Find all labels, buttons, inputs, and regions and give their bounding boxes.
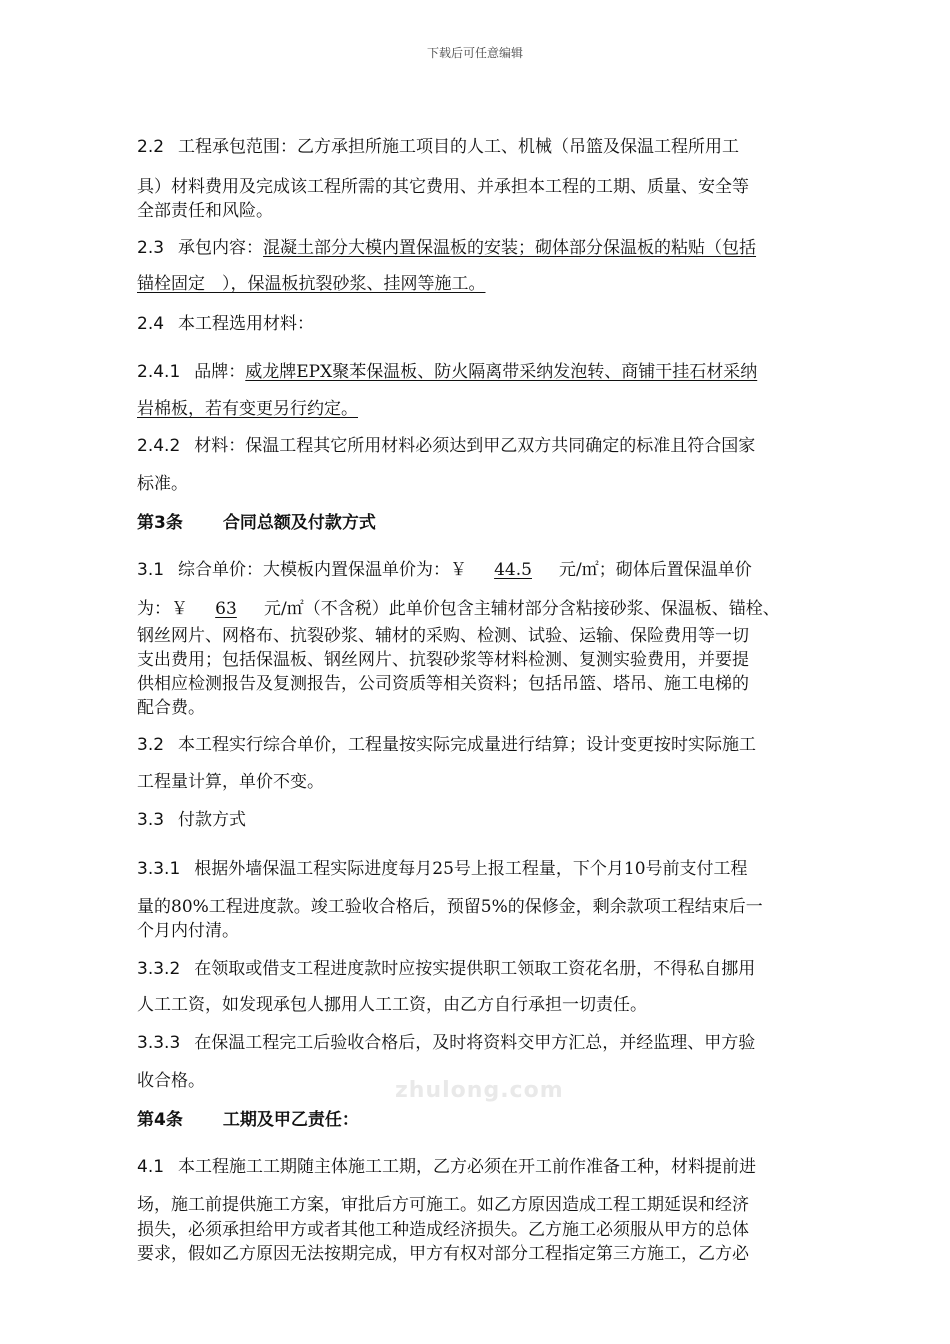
clause-3-3-2-line-2: 人工工资，如发现承包人挪用人工工资，由乙方自行承担一切责任。: [137, 995, 647, 1015]
clause-2-3-line-2: [137, 272, 486, 296]
clause-text: 元/㎡（不含税）此单价包含主辅材部分含粘接砂浆、保温板、锚栓、: [264, 599, 780, 619]
clause-text: 本工程施工工期随主体施工工期，乙方必须在开工前作准备工种，材料提前进: [178, 1157, 757, 1177]
clause-3-2-line-2: 工程量计算，单价不变。: [137, 772, 324, 792]
clause-label: 品牌：: [194, 362, 246, 382]
clause-4-1-line-3: 损失，必须承担给甲方或者其他工种造成经济损失。乙方施工必须服从甲方的总体: [137, 1220, 749, 1240]
clause-text: 在保温工程完工后验收合格后，及时将资料交甲方汇总，并经监理、甲方验: [194, 1033, 756, 1053]
clause-3-1-line-6: 配合费。: [137, 698, 205, 718]
clause-text: 综合单价：大模板内置保温单价为：￥: [178, 560, 468, 580]
clause-number: 3.3: [137, 810, 165, 830]
clause-4-1-line-2: 场，施工前提供施工方案，审批后方可施工。如乙方原因造成工程工期延误和经济: [137, 1195, 749, 1215]
clause-3-1-line-5: 供相应检测报告及复测报告，公司资质等相关资料；包括吊篮、塔吊、施工电梯的: [137, 674, 749, 694]
watermark: zhulong.com: [395, 1078, 564, 1103]
section-title: 合同总额及付款方式: [222, 513, 376, 533]
clause-underlined-text: 锚栓固定 ），保温板抗裂砂浆、挂网等施工。: [137, 274, 486, 294]
clause-number: 3.1: [137, 560, 165, 580]
page-header: 下载后可任意编辑: [426, 46, 523, 60]
unit-price-external: 63: [215, 599, 237, 619]
clause-3-2-line-1: [137, 733, 756, 757]
clause-2-4: [137, 312, 314, 336]
clause-3-3-3-line-1: [137, 1031, 755, 1055]
clause-number: 3.3.2: [137, 959, 181, 979]
clause-text: 工程承包范围：乙方承担所施工项目的人工、机械（吊篮及保温工程所用工: [178, 137, 740, 157]
clause-3-1-line-2: [137, 597, 780, 621]
clause-text: 元/㎡；砌体后置保温单价: [559, 560, 752, 580]
clause-3-3-1-line-2: 量的80%工程进度款。竣工验收合格后，预留5%的保修金，剩余款项工程结束后一: [137, 897, 763, 917]
clause-text: 为：￥: [137, 599, 188, 619]
clause-number: 3.2: [137, 735, 165, 755]
clause-3-3-1-line-1: [137, 857, 748, 881]
clause-text: 材料：保温工程其它所用材料必须达到甲乙双方共同确定的标准且符合国家: [194, 436, 756, 456]
clause-number: 3.3.1: [137, 859, 181, 879]
clause-number: 4.1: [137, 1157, 165, 1177]
section-4-heading: [137, 1108, 359, 1132]
clause-4-1-line-1: [137, 1155, 756, 1179]
clause-text: 在领取或借支工程进度款时应按实提供职工领取工资花名册，不得私自挪用: [194, 959, 756, 979]
clause-2-2-line-2: 具）材料费用及完成该工程所需的其它费用、并承担本工程的工期、质量、安全等: [137, 177, 749, 197]
clause-4-1-line-4: 要求，假如乙方原因无法按期完成，甲方有权对部分工程指定第三方施工，乙方必: [137, 1244, 749, 1264]
clause-number: 2.4: [137, 314, 165, 334]
clause-3-3: [137, 808, 246, 832]
clause-label: 承包内容：: [178, 238, 264, 258]
clause-text: 本工程实行综合单价，工程量按实际完成量进行结算；设计变更按时实际施工: [178, 735, 757, 755]
clause-underlined-text: 混凝土部分大模内置保温板的安装；砌体部分保温板的粘贴（包括: [263, 238, 757, 258]
clause-3-1-line-3: 钢丝网片、网格布、抗裂砂浆、辅材的采购、检测、试验、运输、保险费用等一切: [137, 626, 749, 646]
clause-number: 3.3.3: [137, 1033, 181, 1053]
clause-text: 付款方式: [178, 810, 247, 830]
clause-2-2-line-3: 全部责任和风险。: [137, 201, 273, 221]
clause-number: 2.2: [137, 137, 165, 157]
clause-2-4-1-line-1: [137, 360, 757, 384]
section-title: 工期及甲乙责任：: [222, 1110, 359, 1130]
clause-3-3-3-line-2: 收合格。: [137, 1071, 205, 1091]
clause-2-3-line-1: [137, 236, 756, 260]
section-3-heading: [137, 511, 376, 535]
clause-2-2-line-1: [137, 135, 739, 159]
clause-underlined-text: 岩棉板，若有变更另行约定。: [137, 399, 358, 419]
clause-2-4-1-line-2: [137, 397, 358, 421]
clause-3-1-line-1: [137, 558, 752, 582]
clause-2-4-2-line-2: 标准。: [137, 474, 188, 494]
clause-underlined-text: 威龙牌EPX聚苯保温板、防火隔离带采纳发泡转、商铺干挂石材采纳: [245, 362, 758, 382]
clause-3-1-line-4: 支出费用；包括保温板、钢丝网片、抗裂砂浆等材料检测、复测实验费用，并要提: [137, 650, 749, 670]
clause-3-3-1-line-3: 个月内付清。: [137, 921, 239, 941]
clause-number: 2.4.2: [137, 436, 181, 456]
clause-number: 2.3: [137, 238, 165, 258]
clause-text: 本工程选用材料：: [178, 314, 315, 334]
section-number: 第3条: [137, 513, 183, 533]
clause-2-4-2-line-1: [137, 434, 755, 458]
section-number: 第4条: [137, 1110, 183, 1130]
unit-price-internal: 44.5: [494, 560, 532, 580]
clause-3-3-2-line-1: [137, 957, 755, 981]
clause-text: 根据外墙保温工程实际进度每月25号上报工程量，下个月10号前支付工程: [194, 859, 748, 879]
clause-number: 2.4.1: [137, 362, 181, 382]
